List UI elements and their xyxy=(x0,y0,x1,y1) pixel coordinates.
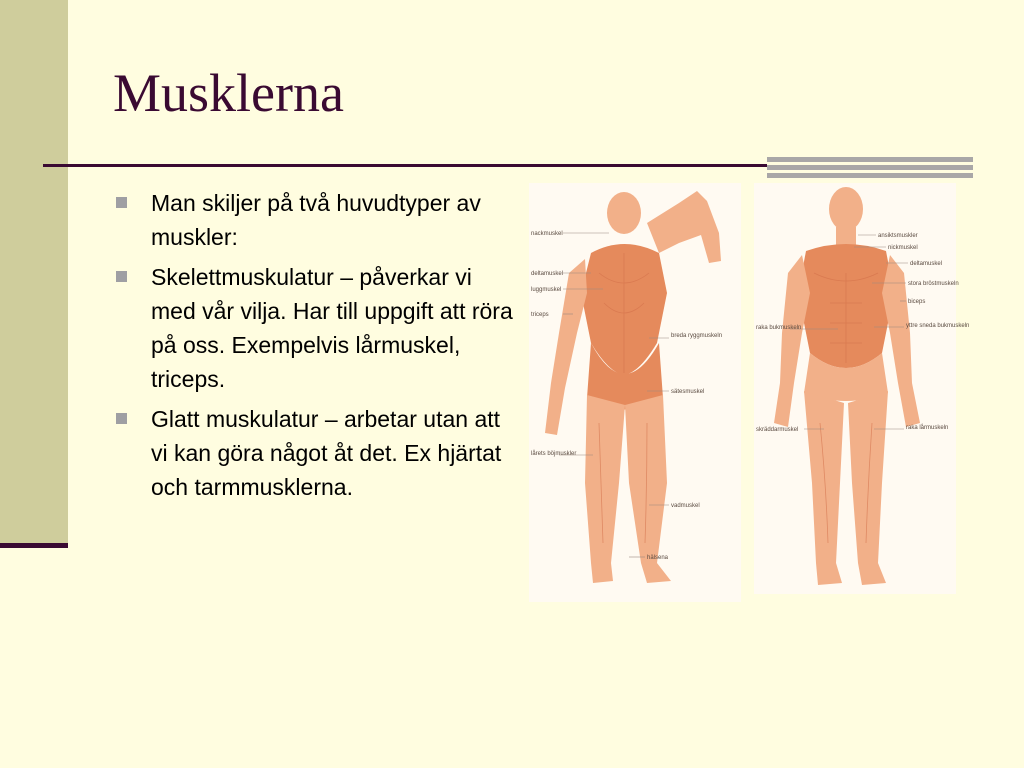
bullet-text: Man skiljer på två huvudtyper av muskler: xyxy=(151,190,481,250)
front-label: nickmuskel xyxy=(888,245,918,251)
back-label: vadmuskel xyxy=(671,503,700,509)
muscle-figure-back xyxy=(529,183,741,602)
bullet-square-icon xyxy=(116,271,127,282)
muscle-figure-back-illustration xyxy=(529,183,741,602)
back-label: deltamuskel xyxy=(531,271,564,277)
back-label: lårets böjmuskler xyxy=(531,451,577,457)
bullet-square-icon xyxy=(116,197,127,208)
front-label: yttre sneda bukmuskeln xyxy=(906,323,970,329)
back-label: sätesmuskel xyxy=(671,389,705,395)
front-label: stora bröstmuskeln xyxy=(908,281,959,287)
back-label: hälsena xyxy=(647,555,669,561)
title-divider-accent xyxy=(767,157,973,178)
front-label: biceps xyxy=(908,299,926,305)
left-decor-bar xyxy=(0,0,68,546)
back-label: breda ryggmuskeln xyxy=(671,333,723,339)
muscle-figure-front xyxy=(754,183,970,594)
bullet-item xyxy=(113,260,513,396)
left-decor-bar-cap xyxy=(0,543,68,548)
front-label: deltamuskel xyxy=(910,261,943,267)
front-label: raka bukmuskeln xyxy=(756,325,802,331)
bullet-text: Skelettmuskulatur – påverkar vi med vår vilja. Har till uppgift att röra på oss. Exempelvis lårmuskel, triceps. xyxy=(151,264,513,392)
bullet-item xyxy=(113,402,513,504)
front-label: skräddarmuskel xyxy=(756,427,799,433)
back-label: luggmuskel xyxy=(531,287,562,293)
bullet-square-icon xyxy=(116,413,127,424)
front-label: raka lårmuskeln xyxy=(906,425,949,431)
bullet-list xyxy=(113,186,513,510)
back-label: nackmuskel xyxy=(531,231,563,237)
front-label: ansiktsmuskler xyxy=(878,233,918,239)
muscle-figure-front-illustration xyxy=(754,183,970,594)
bullet-item xyxy=(113,186,513,254)
back-label: triceps xyxy=(531,312,549,318)
slide-title: Musklerna xyxy=(113,63,344,123)
bullet-text: Glatt muskulatur – arbetar utan att vi kan göra något åt det. Ex hjärtat och tarmmusklerna. xyxy=(151,406,502,500)
